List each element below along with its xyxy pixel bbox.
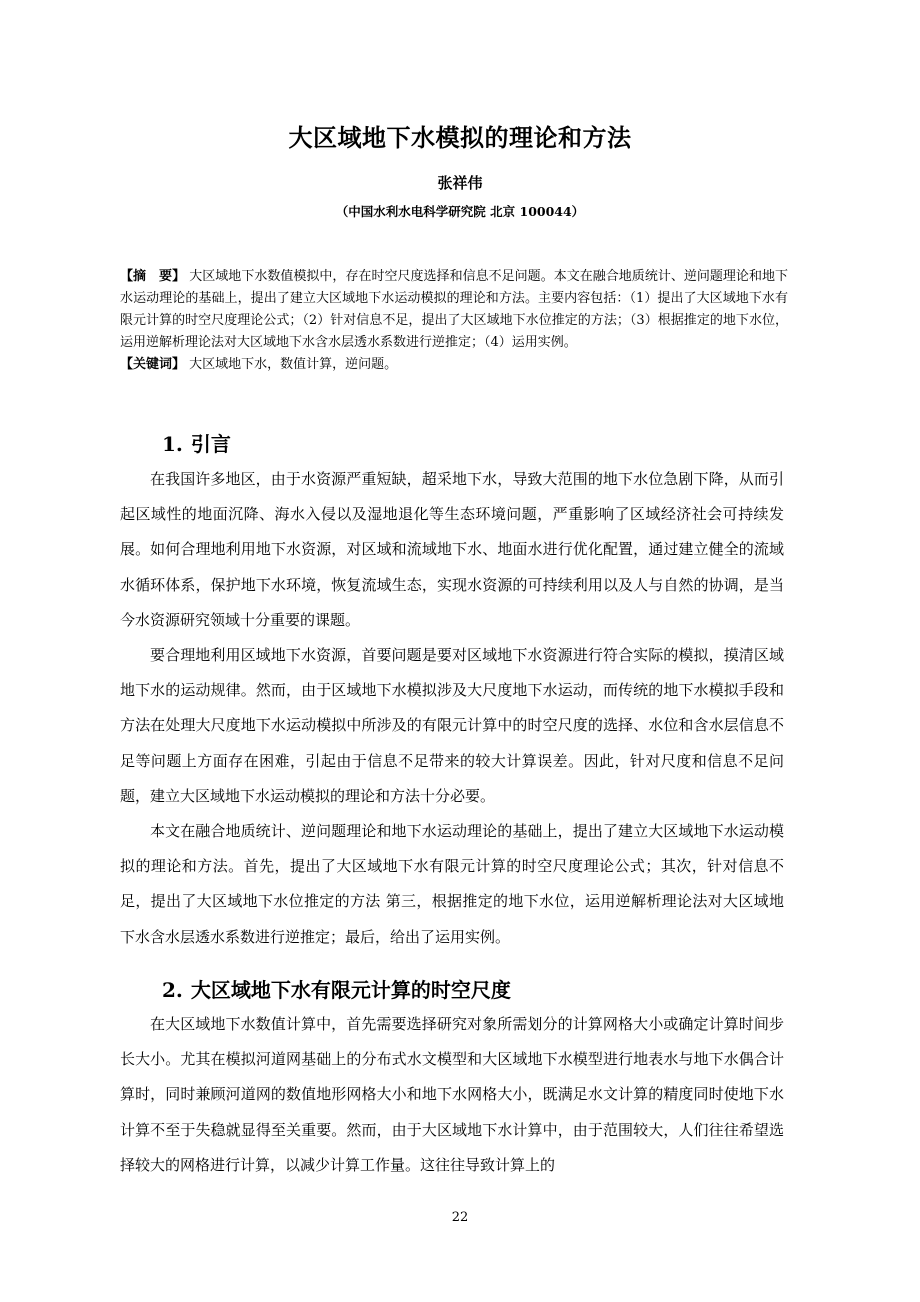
section-2-number: 2. <box>162 978 183 1002</box>
author-affiliation: （中国水利水电科学研究院 北京 100044） <box>335 204 585 219</box>
section-1-paragraph-1: 在我国许多地区，由于水资源严重短缺，超采地下水，导致大范围的地下水位急剧下降，从而引起区域性的地面沉降、海水入侵以及湿地退化等生态环境问题，严重影响了区域经济社会可持续发展。如何合理地利用地下水资源，对区域和流域地下水、地面水进行优化配置，通过建立健全的流域水循环体系，保护地下水环境，恢复流域生态，实现水资源的可持续利用以及人与自然的协调，是当今水资源研究领域十分重要的课题。 <box>120 470 784 629</box>
section-2-heading <box>162 974 511 1003</box>
section-2-title: 大区域地下水有限元计算的时空尺度 <box>190 978 511 1002</box>
section-1-number: 1. <box>162 432 183 456</box>
keywords-text: 大区域地下水，数值计算，逆问题。 <box>189 357 398 372</box>
section-1-paragraph-2: 要合理地利用区域地下水资源，首要问题是要对区域地下水资源进行符合实际的模拟，摸清区域地下水的运动规律。然而，由于区域地下水模拟涉及大尺度地下水运动，而传统的地下水模拟手段和方法在处理大尺度地下水运动模拟中所涉及的有限元计算中的时空尺度的选择、水位和含水层信息不足等问题上方面存在困难，引起由于信息不足带来的较大计算误差。因此，针对尺度和信息不足问题，建立大区域地下水运动模拟的理论和方法十分必要。 <box>120 646 784 805</box>
abstract-text: 大区域地下水数值模拟中，存在时空尺度选择和信息不足问题。本文在融合地质统计、逆问题理论和地下水运动理论的基础上，提出了建立大区域地下水运动模拟的理论和方法。主要内容包括：（1）提出了大区域地下水有限元计算的时空尺度理论公式；（2）针对信息不足，提出了大区域地下水位推定的方法；（3）根据推定的地下水位，运用逆解析理论法对大区域地下水含水层透水系数进行逆推定；（4）运用实例。 <box>120 269 788 350</box>
author-name: 张祥伟 <box>437 174 483 192</box>
abstract-block <box>120 266 788 376</box>
keywords-paragraph <box>120 354 788 376</box>
section-1-paragraph-3: 本文在融合地质统计、逆问题理论和地下水运动理论的基础上，提出了建立大区域地下水运动模拟的理论和方法。首先，提出了大区域地下水有限元计算的时空尺度理论公式；其次，针对信息不足，提出了大区域地下水位推定的方法 第三，根据推定的地下水位，运用逆解析理论法对大区域地下水含水层透水系数进行逆推定；最后，给出了运用实例。 <box>120 822 784 946</box>
section-1-body <box>120 462 784 955</box>
abstract-paragraph <box>120 266 788 354</box>
paper-title: 大区域地下水模拟的理论和方法 <box>288 124 632 152</box>
abstract-label: 【摘 要】 <box>120 269 186 284</box>
page-number: 22 <box>451 1210 469 1225</box>
section-1-title: 引言 <box>190 432 231 456</box>
section-2-body <box>120 1007 784 1183</box>
section-1-heading <box>162 428 231 457</box>
keywords-label: 【关键词】 <box>120 357 186 372</box>
section-2-paragraph-1: 在大区域地下水数值计算中，首先需要选择研究对象所需划分的计算网格大小或确定计算时间步长大小。尤其在模拟河道网基础上的分布式水文模型和大区域地下水模型进行地表水与地下水偶合计算时，同时兼顾河道网的数值地形网格大小和地下水网格大小，既满足水文计算的精度同时使地下水计算不至于失稳就显得至关重要。然而，由于大区域地下水计算中，由于范围较大，人们往往希望选择较大的网格进行计算，以减少计算工作量。这往往导致计算上的 <box>120 1015 784 1174</box>
